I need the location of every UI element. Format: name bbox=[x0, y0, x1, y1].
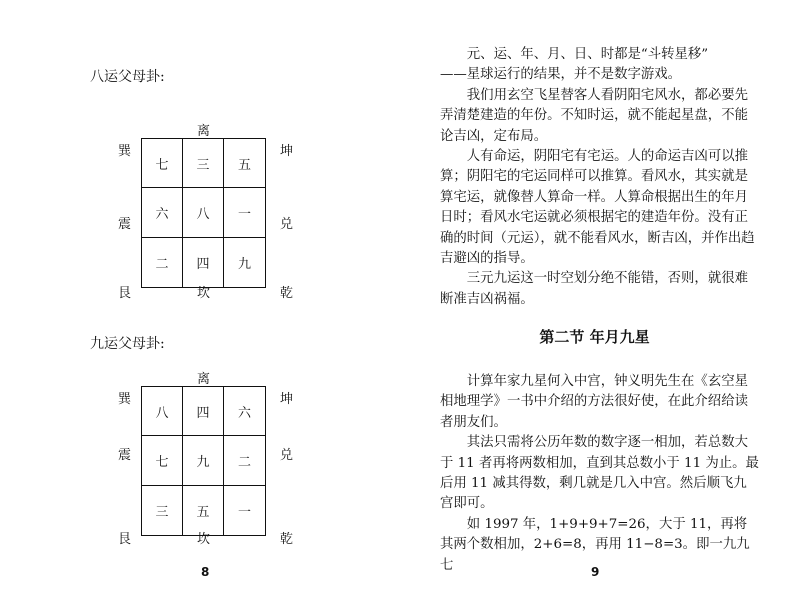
diagram-title-eighth-cycle: 八运父母卦: bbox=[90, 69, 165, 85]
grid-cell: 四 bbox=[183, 387, 224, 436]
direction-top: 离 bbox=[197, 372, 211, 387]
grid-cell: 八 bbox=[183, 188, 224, 237]
paragraph: 我们用玄空飞星替客人看阴阳宅风水，都必要先弄清楚建造的年份。不知时运，就不能起星盘，不能论吉凶，定布局。 bbox=[440, 87, 748, 144]
direction-bottom-right: 乾 bbox=[280, 286, 294, 301]
direction-top: 离 bbox=[197, 124, 211, 139]
grid-cell: 三 bbox=[142, 486, 183, 535]
paragraph: 人有命运，阴阳宅有宅运。人的命运吉凶可以推算；阴阳宅的宅运同样可以推算。看风水，其实就是算宅运，就像替人算命一样。人算命根据出生的年月日时；看风水宅运就必须根据宅的建造年份。没有正确的时间（元运），就不能看风水，断吉凶，并作出趋吉避凶的指导。 bbox=[440, 149, 755, 267]
direction-top-left: 巽 bbox=[118, 144, 132, 159]
direction-left: 震 bbox=[118, 217, 132, 232]
body-text-top bbox=[440, 45, 760, 310]
nine-palace-grid bbox=[141, 138, 266, 288]
paragraph: 其法只需将公历年数的数字逐一相加，若总数大于 11 者再将两数相加，直到其总数小于 11 为止。最后用 11 减其得数，剩几就是几入中宫。然后顺飞九宫即可。 bbox=[440, 435, 759, 512]
page-number-right: 9 bbox=[591, 565, 600, 579]
grid-cell: 一 bbox=[237, 504, 251, 520]
diagram-title-ninth-cycle: 九运父母卦: bbox=[90, 336, 165, 352]
grid-cell: 七 bbox=[142, 436, 183, 485]
grid-cell: 九 bbox=[237, 256, 251, 272]
left-page bbox=[0, 0, 396, 605]
direction-top-right: 坤 bbox=[280, 144, 294, 159]
direction-right: 兑 bbox=[280, 448, 294, 463]
direction-top-left: 巽 bbox=[118, 392, 132, 407]
grid-cell: 二 bbox=[224, 436, 265, 485]
grid-cell: 六 bbox=[224, 387, 265, 436]
grid-cell: 六 bbox=[142, 188, 183, 237]
direction-bottom: 坎 bbox=[197, 532, 211, 547]
grid-cell: 二 bbox=[142, 238, 183, 287]
nine-palace-grid bbox=[141, 386, 266, 536]
direction-bottom-left: 艮 bbox=[118, 286, 132, 301]
paragraph: ——星球运行的结果，并不是数字游戏。 bbox=[440, 67, 682, 83]
paragraph: 计算年家九星何入中宫，钟义明先生在《玄空星相地理学》一书中介绍的方法很好使，在此介绍给读者朋友们。 bbox=[440, 374, 748, 430]
grid-cell: 四 bbox=[183, 238, 224, 287]
direction-right: 兑 bbox=[280, 217, 294, 232]
body-text-bottom bbox=[440, 372, 760, 576]
paragraph: 如 1997 年，1+9+9+7=26，大于 11，再将其两个数相加，2+6=8，再用 11−8=3。即一九九七 bbox=[440, 516, 750, 573]
grid-cell: 一 bbox=[224, 188, 265, 237]
direction-left: 震 bbox=[118, 448, 132, 463]
paragraph: 元、运、年、月、日、时都是“斗转星移” bbox=[466, 47, 709, 62]
grid-cell: 五 bbox=[224, 139, 265, 188]
direction-bottom-left: 艮 bbox=[118, 532, 132, 547]
grid-cell: 九 bbox=[183, 436, 224, 485]
direction-bottom-right: 乾 bbox=[280, 532, 294, 547]
direction-top-right: 坤 bbox=[280, 392, 294, 407]
page-number-left: 8 bbox=[201, 565, 210, 579]
direction-bottom: 坎 bbox=[197, 286, 211, 301]
grid-cell: 七 bbox=[142, 139, 183, 188]
grid-cell: 五 bbox=[183, 486, 224, 535]
grid-cell: 三 bbox=[183, 139, 224, 188]
section-heading: 第二节 年月九星 bbox=[539, 328, 650, 346]
grid-cell: 八 bbox=[142, 387, 183, 436]
paragraph: 三元九运这一时空划分绝不能错，否则，就很难断准吉凶祸福。 bbox=[440, 271, 748, 307]
